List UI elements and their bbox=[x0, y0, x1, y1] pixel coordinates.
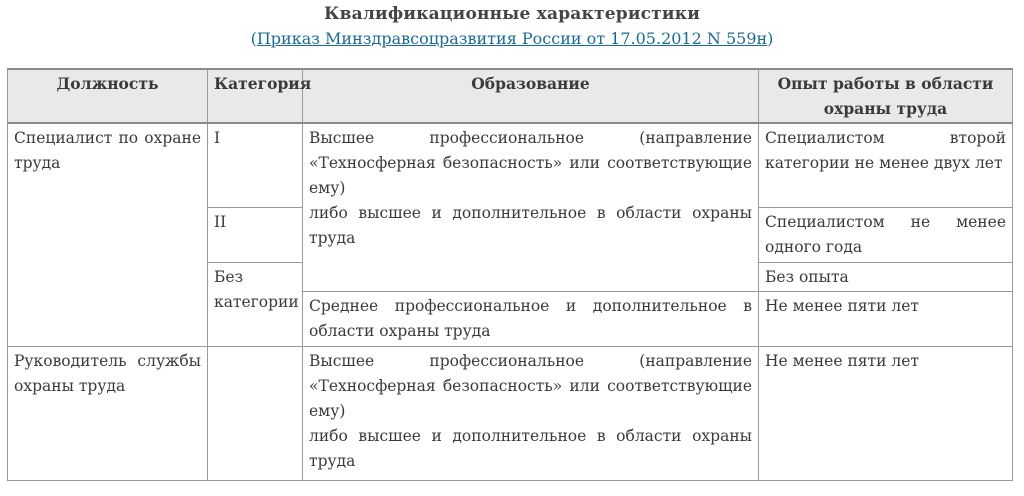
category-2: II bbox=[208, 207, 303, 262]
table-row bbox=[8, 346, 1013, 480]
source-reference bbox=[0, 29, 1024, 48]
column-header-experience: Опыт работы в области охраны труда bbox=[759, 69, 1013, 123]
experience-no-category-higher: Без опыта bbox=[759, 262, 1013, 291]
subtitle-open-paren: ( bbox=[250, 29, 257, 48]
education-head-alternative-text: либо высшее и дополнительное в области охраны труда bbox=[309, 426, 752, 470]
position-head: Руководитель службы охраны труда bbox=[8, 346, 208, 480]
column-header-position: Должность bbox=[8, 69, 208, 123]
column-header-education: Образование bbox=[303, 69, 759, 123]
qualification-table bbox=[7, 68, 1013, 481]
education-higher-text: Высшее профессиональное (направление «Техносферная безопасность» или соответствующие ему) bbox=[309, 129, 752, 197]
category-1: I bbox=[208, 123, 303, 207]
table-row bbox=[8, 123, 1013, 207]
education-alternative-text: либо высшее и дополнительное в области охраны труда bbox=[309, 204, 752, 247]
column-header-category: Категория bbox=[208, 69, 303, 123]
experience-head: Не менее пяти лет bbox=[759, 346, 1013, 480]
experience-category-2: Специалистом не менее одного года bbox=[759, 207, 1013, 262]
order-link[interactable]: Приказ Минздравсоцразвития России от 17.05.2012 N 559н bbox=[256, 29, 768, 48]
experience-no-category-secondary: Не менее пяти лет bbox=[759, 291, 1013, 346]
education-secondary-specialist: Среднее профессиональное и дополнительное в области охраны труда bbox=[303, 291, 759, 346]
subtitle-close-paren: ) bbox=[767, 29, 774, 48]
table-header-row bbox=[8, 69, 1013, 123]
category-head bbox=[208, 346, 303, 480]
education-head bbox=[303, 346, 759, 480]
education-head-higher-text: Высшее профессиональное (направление «Техносферная безопасность» или соответствующие ему) bbox=[309, 351, 752, 420]
experience-category-1: Специалистом второй категории не менее двух лет bbox=[759, 123, 1013, 207]
page-title: Квалификационные характеристики bbox=[323, 4, 701, 24]
education-higher-specialist bbox=[303, 123, 759, 291]
category-none: Без категории bbox=[208, 262, 303, 346]
position-specialist: Специалист по охране труда bbox=[8, 123, 208, 346]
